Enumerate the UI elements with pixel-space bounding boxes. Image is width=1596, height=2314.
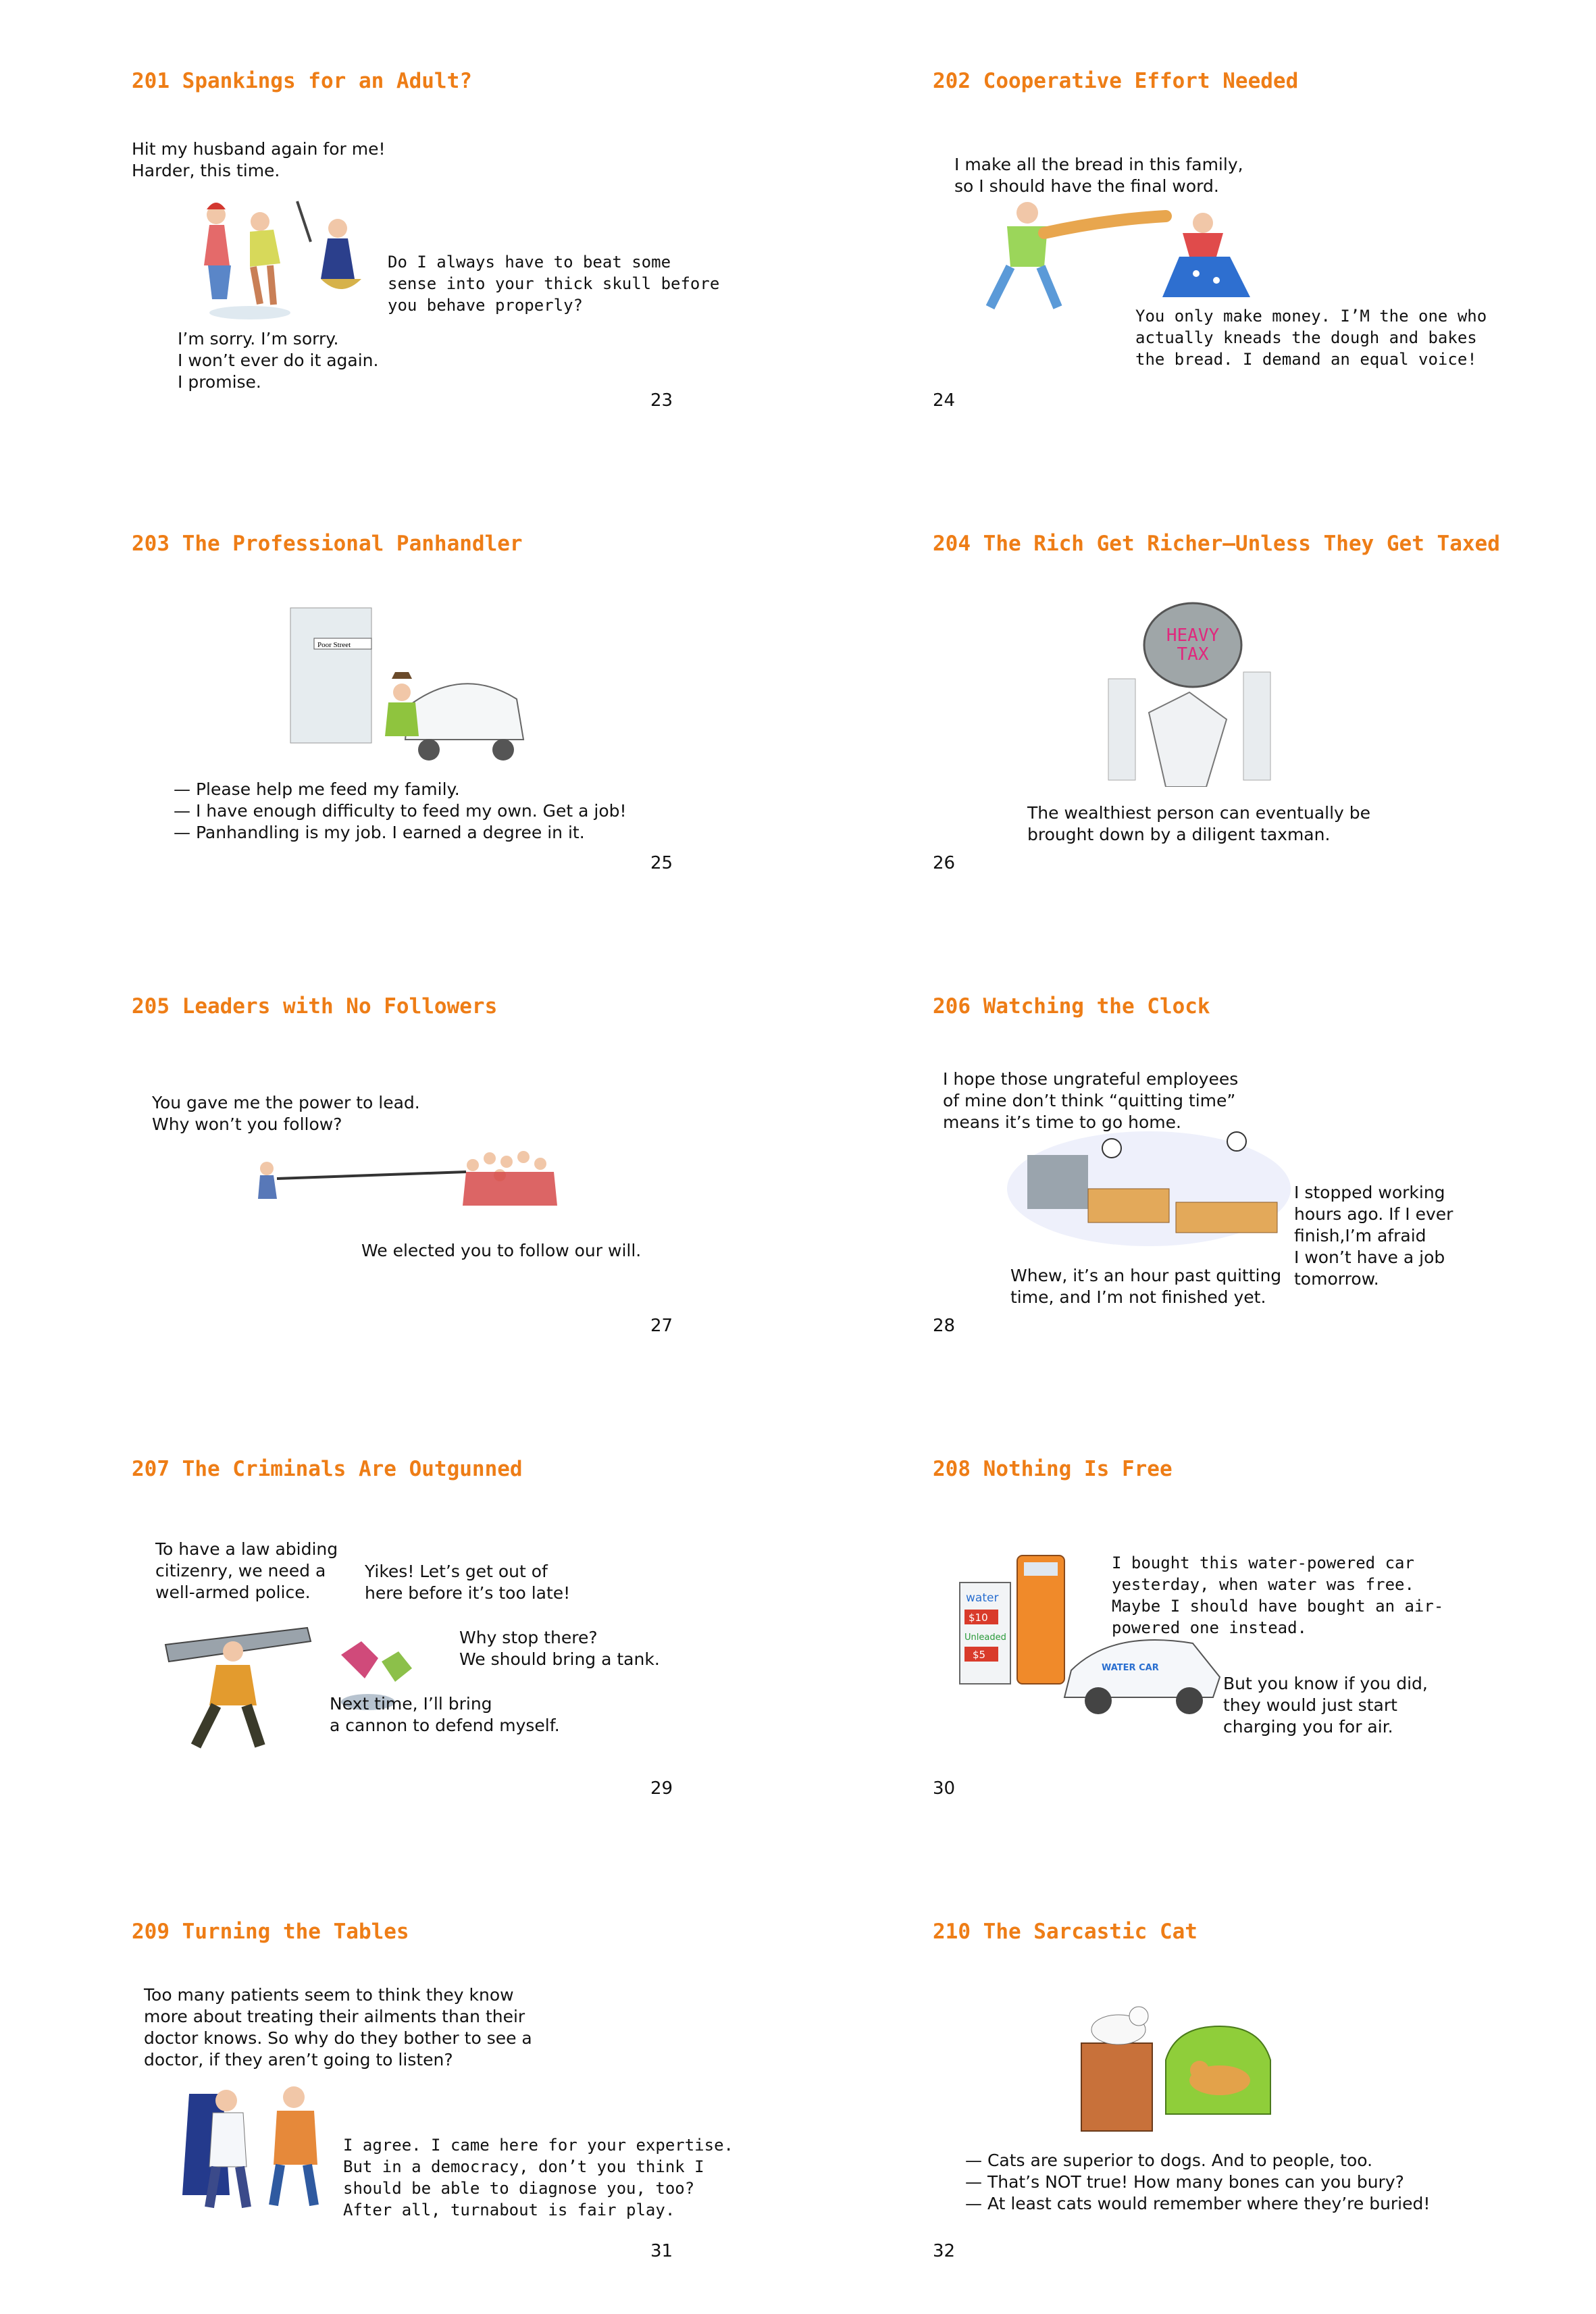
heavy-tax-illustration <box>1095 591 1284 787</box>
page-number: 30 <box>933 1778 956 1799</box>
speech-text: The wealthiest person can eventually be brought down by a diligent taxman. <box>1027 803 1371 844</box>
office-clock-illustration <box>1007 1128 1291 1246</box>
spanking-illustration <box>196 188 378 323</box>
cartoon-title: 205 Leaders with No Followers <box>132 994 498 1019</box>
cartoon-page-209 <box>0 1851 798 2313</box>
cartoon-page-205 <box>0 925 798 1388</box>
cartoon-title: 202 Cooperative Effort Needed <box>933 69 1299 93</box>
bread-fight-illustration <box>980 192 1297 321</box>
speech-text: You gave me the power to lead. Why won’t you follow? <box>152 1093 420 1134</box>
speech-text: Do I always have to beat some sense into your thick skull before you behave properly? <box>388 253 720 315</box>
page-number: 27 <box>650 1316 673 1336</box>
cartoon-title: 206 Watching the Clock <box>933 994 1210 1019</box>
speech-text: You only make money. I’M the one who actually kneads the dough and bakes the bread. I demand an equal voice! <box>1135 307 1487 369</box>
pump-label-water: water <box>966 1591 999 1605</box>
cartoon-page-206 <box>798 925 1595 1388</box>
cartoon-title: 208 Nothing Is Free <box>933 1457 1173 1481</box>
cartoon-title: 203 The Professional Panhandler <box>132 532 523 556</box>
cartoon-page-207 <box>0 1388 798 1851</box>
cartoon-title: 201 Spankings for an Adult? <box>132 69 472 93</box>
page-number: 24 <box>933 390 956 411</box>
speech-text: I make all the bread in this family, so I should have the final word. <box>954 155 1243 196</box>
page-number: 26 <box>933 853 956 873</box>
cat-dog-illustration <box>1068 1979 1284 2134</box>
pump-label-unleaded: Unleaded <box>964 1632 1006 1643</box>
page-number: 29 <box>650 1778 673 1799</box>
speech-text: I hope those ungrateful employees of mine don’t think “quitting time” means it’s time to go home. <box>943 1069 1239 1132</box>
speech-text: But you know if you did, they would just start charging you for air. <box>1223 1674 1428 1737</box>
page-number: 28 <box>933 1316 956 1336</box>
speech-text: Whew, it’s an hour past quitting time, and I’m not finished yet. <box>1010 1266 1282 1307</box>
cartoon-title: 210 The Sarcastic Cat <box>933 1920 1198 1944</box>
street-sign-text: Poor Street <box>317 641 351 649</box>
speech-text: I’m sorry. I’m sorry. I won’t ever do it again. I promise. <box>178 329 379 392</box>
cartoon-title: 204 The Rich Get Richer—Unless They Get Taxed <box>933 532 1500 556</box>
speech-text: We elected you to follow our will. <box>361 1241 642 1260</box>
speech-text: — Please help me feed my family. — I have enough difficulty to feed my own. Get a job! — Panhandling is my job. I earned a degree in it. <box>174 779 627 842</box>
page-number: 32 <box>933 2241 956 2261</box>
rock-label-line1: HEAVY <box>1166 625 1220 646</box>
doctor-patient-illustration <box>182 2080 338 2215</box>
speech-text: — Cats are superior to dogs. And to people, too. — That’s NOT true! How many bones can you bury? — At least cats would remember where they’re buried! <box>965 2151 1431 2213</box>
speech-text: I bought this water-powered car yesterday, when water was free. Maybe I should have bought an air- powered one instead. <box>1112 1553 1444 1637</box>
rock-label-line2: TAX <box>1177 644 1209 665</box>
page-number: 23 <box>650 390 673 411</box>
cartoon-title: 209 Turning the Tables <box>132 1920 409 1944</box>
cartoon-page-210 <box>798 1851 1595 2313</box>
speech-text: To have a law abiding citizenry, we need a well-armed police. <box>155 1539 338 1602</box>
cartoon-title: 207 The Criminals Are Outgunned <box>132 1457 523 1481</box>
speech-text: I stopped working hours ago. If I ever finish,I’m afraid I won’t have a job tomorrow. <box>1294 1183 1453 1289</box>
cartoon-page-201 <box>0 0 798 463</box>
page-number: 31 <box>650 2241 673 2261</box>
page-number: 25 <box>650 853 673 873</box>
pump-price-unleaded: $5 <box>973 1649 986 1661</box>
tug-of-war-illustration <box>243 1138 567 1219</box>
cartoon-page-202 <box>798 0 1595 463</box>
speech-text: Hit my husband again for me! Harder, this time. <box>132 139 386 180</box>
pump-price-water: $10 <box>969 1612 988 1624</box>
speech-text: Why stop there? We should bring a tank. <box>459 1628 660 1669</box>
car-label: WATER CAR <box>1102 1663 1159 1673</box>
panhandler-illustration <box>287 605 530 767</box>
cartoon-page-204 <box>798 463 1595 925</box>
speech-text: Too many patients seem to think they know more about treating their ailments than their doctor knows. So why do they bother to see a doctor, if they aren’t going to listen? <box>144 1985 532 2069</box>
cartoon-page-203 <box>0 463 798 925</box>
speech-text: Next time, I’ll bring a cannon to defend myself. <box>330 1694 560 1735</box>
speech-text: I agree. I came here for your expertise. But in a democracy, don’t you think I should be able to diagnose you, too? After all, turnabout is fair play. <box>343 2136 733 2219</box>
speech-text: Yikes! Let’s get out of here before it’s too late! <box>365 1562 571 1603</box>
cartoon-page-208 <box>798 1388 1595 1851</box>
